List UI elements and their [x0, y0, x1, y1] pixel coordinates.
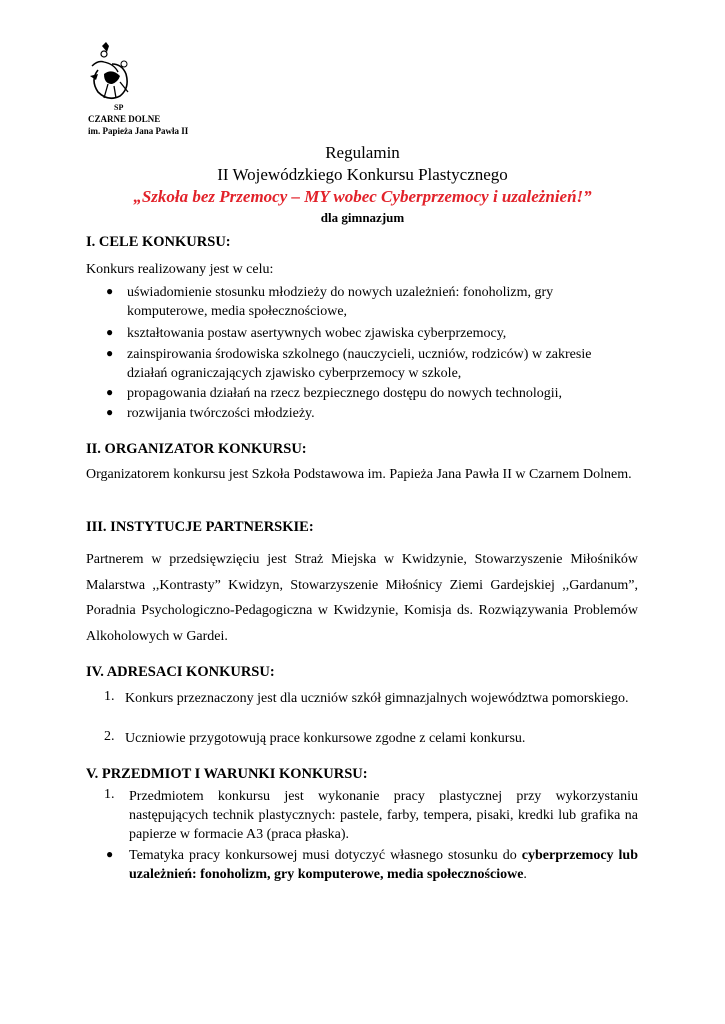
- logo-text: SP: [114, 103, 124, 112]
- section-1-heading: I. CELE KONKURSU:: [86, 234, 231, 250]
- goal-item-4: propagowania działań na rzecz bezpiecznego dostępu do nowych technologii,: [127, 386, 562, 401]
- audience-label: dla gimnazjum: [320, 210, 405, 225]
- goal-item-2: kształtowania postaw asertywnych wobec zjawiska cyberprzemocy,: [127, 326, 507, 341]
- section-5-heading: V. PRZEDMIOT I WARUNKI KONKURSU:: [86, 766, 368, 782]
- goal-item-3: zainspirowania środowiska szkolnego (nauczycieli, uczniów, rodziców) w zakresie działań ograniczających zjawisko cyberprzemocy w szkole,: [127, 347, 592, 381]
- contest-motto: „Szkoła bez Przemocy – MY wobec Cyberprzemocy i uzależnień!”: [133, 187, 592, 206]
- recipient-item-1: Konkurs przeznaczony jest dla uczniów szkół gimnazjalnych województwa pomorskiego.: [125, 691, 629, 706]
- school-logo-icon: [84, 40, 140, 112]
- bullet-icon: ●: [106, 385, 114, 399]
- list-number: 1.: [104, 787, 115, 802]
- goal-item-1: uświadomienie stosunku młodzieży do nowych uzależnień: fonoholizm, gry komputerowe, media społecznościowe,: [127, 285, 554, 319]
- school-patron: im. Papieża Jana Pawła II: [88, 126, 189, 136]
- condition-item-2-end: .: [523, 867, 527, 882]
- doc-subtitle: II Wojewódzkiego Konkursu Plastycznego: [217, 165, 508, 184]
- goal-item-5: rozwijania twórczości młodzieży.: [127, 406, 315, 421]
- bullet-icon: ●: [106, 405, 114, 419]
- condition-item-2-text: Tematyka pracy konkursowej musi dotyczyć własnego stosunku do: [129, 848, 522, 863]
- bullet-icon: ●: [106, 847, 114, 861]
- bullet-icon: ●: [106, 325, 114, 339]
- section-1-intro: Konkurs realizowany jest w celu:: [86, 262, 274, 277]
- list-number: 1.: [104, 689, 115, 704]
- bullet-icon: ●: [106, 346, 114, 360]
- recipient-item-2: Uczniowie przygotowują prace konkursowe zgodne z celami konkursu.: [125, 731, 526, 746]
- condition-item-2-bold: cyberprzemocy lub uzależnień: fonoholizm, gry komputerowe, media społecznościowe: [129, 848, 638, 882]
- doc-title: Regulamin: [325, 143, 400, 162]
- section-2-heading: II. ORGANIZATOR KONKURSU:: [86, 441, 307, 457]
- section-3-heading: III. INSTYTUCJE PARTNERSKIE:: [86, 519, 314, 535]
- condition-item-1: Przedmiotem konkursu jest wykonanie pracy plastycznej przy wykorzystaniu następujących technik plastycznych: pastele, farby, tempera, pisaki, kredki lub grafika na papierze w formacie A3 (praca płaska).: [129, 789, 638, 842]
- section-2-text: Organizatorem konkursu jest Szkoła Podstawowa im. Papieża Jana Pawła II w Czarnem Dolnem.: [86, 467, 632, 482]
- section-3-text: Partnerem w przedsięwzięciu jest Straż Miejska w Kwidzynie, Stowarzyszenie Miłośników Malarstwa ,,Kontrasty” Kwidzyn, Stowarzyszenie Miłośnicy Ziemi Gardejskiej ,,Gardanum”, Poradnia Psychologiczno-Pedagogiczna w Kwidzynie, Komisja ds. Rozwiązywania Problemów Alkoholowych w Gardei.: [86, 552, 638, 644]
- condition-item-2: [129, 846, 638, 884]
- section-4-heading: IV. ADRESACI KONKURSU:: [86, 664, 275, 680]
- bullet-icon: ●: [106, 284, 114, 298]
- school-name: CZARNE DOLNE: [88, 114, 161, 124]
- list-number: 2.: [104, 729, 115, 744]
